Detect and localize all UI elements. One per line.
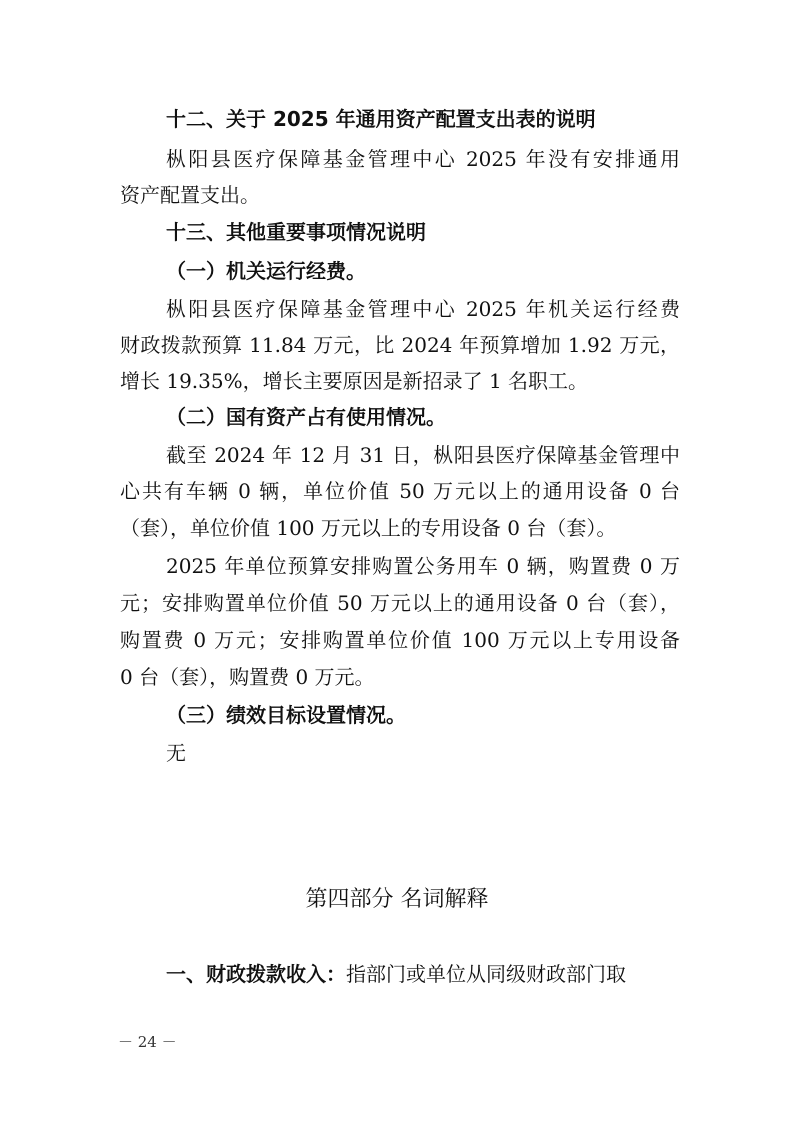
subsection-1-line-1: 枞阳县医疗保障基金管理中心 2025 年机关运行经费	[166, 297, 680, 321]
subsection-3-heading: （三）绩效目标设置情况。	[166, 703, 406, 727]
subsection-2-para-2-line-2: 元；安排购置单位价值 50 万元以上的通用设备 0 台（套），	[120, 591, 680, 615]
subsection-2-para-2-line-3: 购置费 0 万元；安排购置单位价值 100 万元以上专用设备	[120, 628, 680, 652]
definition-1-text: 指部门或单位从同级财政部门取	[346, 962, 626, 986]
page-number: － 24 －	[118, 1033, 177, 1051]
subsection-1-heading: （一）机关运行经费。	[166, 259, 366, 283]
subsection-3-body: 无	[166, 741, 186, 765]
section-12-line-2: 资产配置支出。	[120, 183, 260, 207]
subsection-2-para-1-line-2: 心共有车辆 0 辆，单位价值 50 万元以上的通用设备 0 台	[120, 479, 680, 503]
section-12-line-1: 枞阳县医疗保障基金管理中心 2025 年没有安排通用	[166, 147, 680, 171]
subsection-1-line-2: 财政拨款预算 11.84 万元，比 2024 年预算增加 1.92 万元，	[120, 333, 680, 357]
subsection-2-para-1-line-3: （套），单位价值 100 万元以上的专用设备 0 台（套）。	[120, 516, 617, 540]
subsection-1-line-3: 增长 19.35%，增长主要原因是新招录了 1 名职工。	[120, 369, 589, 393]
definition-1	[166, 961, 680, 987]
section-13-heading: 十三、其他重要事项情况说明	[166, 220, 426, 244]
part-4-title: 第四部分 名词解释	[305, 887, 489, 912]
definition-1-term: 一、财政拨款收入：	[166, 962, 346, 986]
subsection-2-heading: （二）国有资产占有使用情况。	[166, 405, 446, 429]
subsection-2-para-2-line-4: 0 台（套），购置费 0 万元。	[120, 665, 375, 689]
subsection-2-para-1-line-1: 截至 2024 年 12 月 31 日，枞阳县医疗保障基金管理中	[166, 443, 680, 467]
section-12-heading: 十二、关于 2025 年通用资产配置支出表的说明	[166, 107, 596, 131]
subsection-2-para-2-line-1: 2025 年单位预算安排购置公务用车 0 辆，购置费 0 万	[166, 554, 680, 578]
